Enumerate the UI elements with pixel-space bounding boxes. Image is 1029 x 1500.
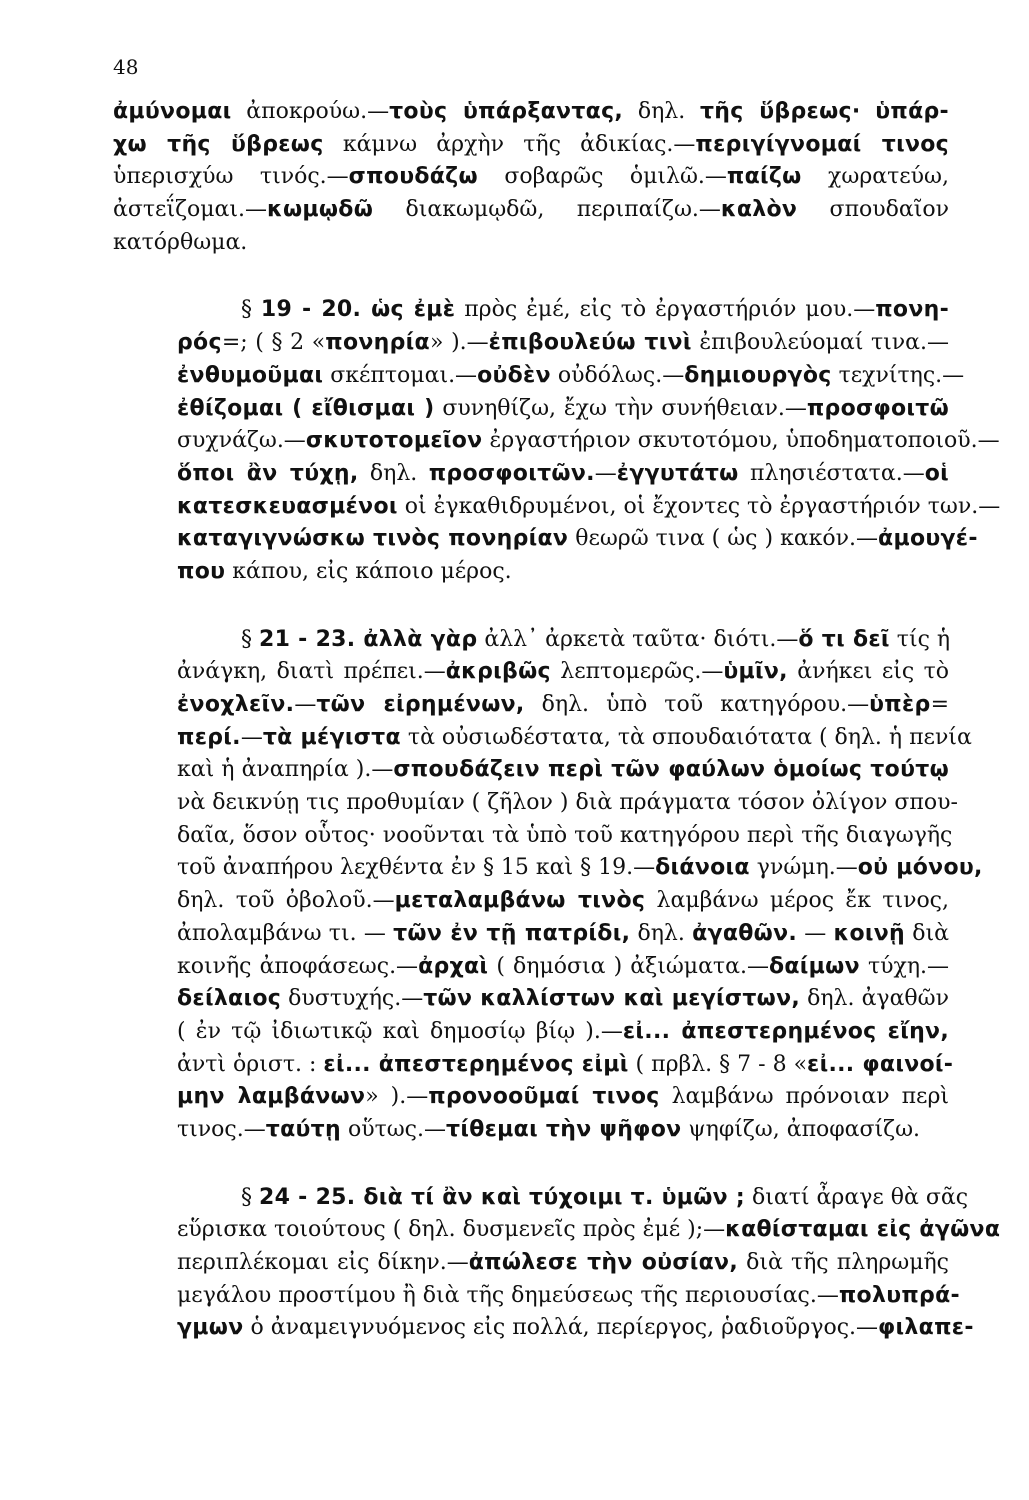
lemma: κωμῳδῶ [267, 197, 374, 223]
text-line [113, 161, 949, 194]
gloss: κοινῆς ἀποφάσεως.— [177, 953, 419, 979]
gloss: εὕρισκα τοιούτους ( δηλ. δυσμενεῖς πρὸς ἐμέ );— [177, 1217, 726, 1243]
gloss: ἐπιβουλεύομαί τινα.— [691, 330, 949, 356]
lemma: ἐπιβουλεύω τινὶ [488, 330, 692, 356]
lemma: ρός [177, 330, 222, 356]
lemma: πολυπρά- [838, 1282, 960, 1308]
gloss: — [594, 460, 617, 486]
gloss: § [241, 297, 261, 323]
lemma: χω τῆς ὕβρεως [113, 131, 324, 157]
lemma: ἐνθυμοῦμαι [177, 362, 324, 388]
lemma: σπουδάζω [348, 164, 478, 190]
gloss: δηλ. τοῦ ὀβολοῦ.— [177, 888, 395, 914]
gloss: διακωμῳδῶ, περιπαίζω.— [373, 197, 721, 223]
gloss: ἀποκρούω.— [231, 99, 390, 124]
lemma: διάνοια [655, 855, 750, 881]
lemma: κατεσκευασμένοι [177, 493, 398, 519]
gloss: δηλ. ὑπὸ τοῦ κατηγόρου.— [524, 692, 870, 717]
gloss: περιπλέκομαι εἰς δίκην.— [177, 1250, 469, 1275]
gloss: θεωρῶ τινα ( ὡς ) κακόν.— [568, 526, 879, 552]
lemma: ἐγγυτάτω [616, 460, 739, 486]
text-line [113, 393, 949, 426]
gloss: τινος.— [177, 1116, 266, 1142]
paragraph [113, 624, 983, 1147]
gloss: διατί ἆραγε θὰ σᾶς [745, 1184, 969, 1210]
lemma: μην λαμβάνων [177, 1084, 366, 1110]
gloss: δηλ. [630, 920, 693, 946]
gloss: κάπου, εἰς κάποιο μέρος. [225, 558, 512, 584]
gloss: κατόρθωμα. [113, 229, 248, 255]
page-number: 48 [113, 55, 139, 79]
gloss: ὑπερισχύω τινός.— [113, 164, 349, 190]
lemma: τῶν ἐν τῇ πατρίδι, [393, 920, 631, 946]
lemma: οἱ [924, 460, 949, 486]
text-line [113, 951, 949, 984]
gloss: πρὸς ἐμέ, εἰς τὸ ἐργαστήριόν μου.— [455, 297, 876, 323]
text-line [113, 1016, 949, 1049]
lemma: πονη- [875, 297, 950, 323]
lemma: γμων [177, 1315, 244, 1341]
lemma: καλὸν [720, 197, 798, 223]
gloss: ( ἐν τῷ ἰδιωτικῷ καὶ δημοσίῳ βίῳ ).— [177, 1018, 623, 1044]
text-line [113, 1214, 1001, 1247]
gloss: — [240, 724, 263, 750]
lemma: οὐ μόνου, [857, 855, 983, 881]
gloss: § [241, 626, 259, 652]
gloss: — [294, 692, 317, 717]
text-line [113, 129, 949, 162]
gloss: νὰ δεικνύῃ τις προθυμίαν ( ζῆλον ) διὰ πράγματα τόσον ὀλίγον σπου- [177, 790, 958, 816]
gloss: τύχη.— [859, 953, 949, 979]
gloss: συχνάζω.— [177, 428, 306, 454]
gloss: δυστυχής.— [281, 986, 424, 1012]
lemma: ταύτῃ [265, 1116, 341, 1142]
text-line [113, 1049, 954, 1082]
text-line [113, 1182, 969, 1215]
gloss: διὰ τῆς πληρωμῆς [738, 1250, 949, 1275]
text-line [113, 820, 953, 853]
gloss: οἱ ἐγκαθιδρυμένοι, οἱ ἔχοντες τὸ ἐργαστήριόν των.— [397, 493, 1001, 519]
gloss: σοβαρῶς ὁμιλῶ.— [477, 164, 727, 190]
text-line [113, 194, 949, 227]
gloss: ἀντὶ ὁριστ. : [177, 1051, 324, 1077]
lemma: εἰ... φαινοί- [807, 1051, 954, 1077]
lemma: κοινῇ [833, 920, 905, 946]
gloss: ἀλλ᾽ ἀρκετὰ ταῦτα· διότι.— [477, 626, 799, 652]
text-line [113, 327, 949, 360]
gloss: δηλ. [623, 99, 700, 124]
text-body [113, 96, 1001, 1345]
gloss: τίς ἡ [889, 626, 951, 652]
text-line [113, 918, 949, 951]
text-line [113, 1114, 949, 1147]
lemma: προνοοῦμαί τινος [428, 1084, 660, 1110]
gloss: ψηφίζω, ἀποφασίζω. [681, 1116, 921, 1142]
gloss: κάμνω ἀρχὴν τῆς ἀδικίας.— [323, 131, 696, 157]
lemma: οὐδὲν [477, 362, 551, 388]
lemma: τῶν καλλίστων καὶ μεγίστων, [423, 986, 801, 1012]
lemma: ἀκριβῶς [445, 659, 551, 685]
lemma: δαίμων [768, 953, 860, 979]
gloss: λαμβάνω μέρος ἔκ τινος, [645, 888, 949, 914]
text-line [113, 491, 1001, 524]
lemma: τῶν εἰρημένων, [316, 692, 525, 717]
lemma: 24 - 25. διὰ τί ἂν καὶ τύχοιμι τ. ὑμῶν ; [259, 1184, 746, 1210]
lemma: ὑπάρ- [875, 99, 949, 124]
gloss: γνώμη.— [749, 855, 858, 881]
text-line [113, 360, 965, 393]
lemma: ὑπὲρ [869, 692, 931, 717]
text-line [113, 754, 949, 787]
gloss: μεγάλου προστίμου ἢ διὰ τῆς δημεύσεως τῆς περιουσίας.— [177, 1282, 839, 1308]
text-line [113, 689, 949, 722]
gloss: — [797, 920, 834, 946]
text-line [113, 1247, 949, 1280]
gloss: διὰ [905, 920, 949, 946]
text-line [113, 787, 958, 820]
lemma: σκυτοτομεῖον [305, 428, 483, 454]
text-line [113, 852, 983, 885]
lemma: σπουδάζειν περὶ τῶν φαύλων ὁμοίως τούτῳ [393, 757, 949, 783]
text-line [113, 656, 949, 689]
lemma: 21 - 23. ἀλλὰ γὰρ [259, 626, 478, 652]
gloss [861, 99, 876, 124]
text-line [113, 425, 1000, 458]
gloss: ἀστεΐζομαι.— [113, 197, 268, 223]
lemma: ἀμουγέ- [878, 526, 978, 552]
text-line [113, 1081, 949, 1114]
text-line [113, 624, 949, 657]
gloss: δηλ. [358, 460, 429, 486]
lemma: δείλαιος [177, 986, 282, 1012]
lemma: καταγιγνώσκω τινὸς πονηρίαν [177, 526, 569, 552]
gloss: ( δημόσια ) ἀξιώματα.— [488, 953, 769, 979]
lemma: πονηρία [325, 330, 430, 356]
lemma: εἰ... ἀπεστερημένος εἰμὶ [323, 1051, 629, 1077]
lemma: τίθεμαι τὴν ψῆφον [446, 1116, 682, 1142]
paragraph [113, 294, 1001, 588]
text-line [113, 885, 949, 918]
gloss: χωρατεύω, [801, 164, 949, 190]
lemma: τῆς ὕβρεως· [699, 99, 861, 124]
lemma: 19 - 20. ὡς ἐμὲ [260, 297, 456, 323]
gloss: οὐδόλως.— [550, 362, 685, 388]
lemma: μεταλαμβάνω τινὸς [394, 888, 646, 914]
gloss: σπουδαῖον [797, 197, 949, 223]
gloss: πλησιέστατα.— [738, 460, 925, 486]
gloss: ἀνήκει εἰς τὸ [787, 659, 949, 685]
gloss: =; ( § 2 « [221, 330, 326, 356]
gloss: » ).— [365, 1084, 429, 1110]
lemma: φιλαπε- [878, 1315, 974, 1341]
lemma: δημιουργὸς [684, 362, 832, 388]
gloss: ἀνάγκη, διατὶ πρέπει.— [177, 659, 446, 685]
gloss: λαμβάνω πρόνοιαν περὶ [659, 1084, 950, 1110]
gloss: τοῦ ἀναπήρου λεχθέντα ἐν § 15 καὶ § 19.— [177, 855, 656, 881]
text-line [113, 458, 949, 491]
text-line [113, 983, 949, 1016]
text-line [113, 294, 949, 327]
lemma: περιγίγνομαί τινος [695, 131, 949, 157]
text-line [113, 227, 949, 260]
gloss: δηλ. ἀγαθῶν [800, 986, 949, 1012]
gloss: καὶ ἡ ἀναπηρία ).— [177, 757, 394, 783]
lemma: ἐνοχλεῖν. [177, 692, 295, 717]
gloss: § [241, 1184, 259, 1210]
lemma: ἀπώλεσε τὴν οὐσίαν, [468, 1250, 738, 1275]
gloss: οὕτως.— [340, 1116, 446, 1142]
gloss: συνηθίζω, ἔχω τὴν συνήθειαν.— [434, 395, 807, 421]
gloss: ( πρβλ. § 7 - 8 « [628, 1051, 808, 1077]
gloss: τεχνίτης.— [831, 362, 965, 388]
lemma: περί. [177, 724, 241, 750]
lemma: εἰ... ἀπεστερημένος εἴην, [622, 1018, 949, 1044]
gloss: σκέπτομαι.— [323, 362, 478, 388]
text-line [113, 722, 972, 755]
paragraph [113, 96, 949, 259]
lemma: ὑμῖν, [723, 659, 788, 685]
lemma: ἀρχαὶ [418, 953, 489, 979]
gloss: λεπτομερῶς.— [550, 659, 724, 685]
lemma: τοὺς ὑπάρξαντας, [389, 99, 624, 124]
gloss: δαῖα, ὅσον οὗτος· νοοῦνται τὰ ὑπὸ τοῦ κατηγόρου περὶ τῆς διαγωγῆς [177, 822, 953, 848]
lemma: προσφοιτῶ [806, 395, 949, 421]
lemma: ἀγαθῶν. [692, 920, 798, 946]
text-line [113, 96, 949, 129]
lemma: ἀμύνομαι [113, 99, 232, 124]
lemma: ὅ τι δεῖ [798, 626, 890, 652]
lemma: παίζω [726, 164, 802, 190]
lemma: ὅποι ἂν τύχῃ, [177, 460, 359, 486]
lemma: που [177, 558, 226, 584]
text-line [113, 523, 978, 556]
gloss: τὰ οὐσιωδέστατα, τὰ σπουδαιότατα ( δηλ. ἡ πενία [400, 724, 972, 750]
text-line [113, 556, 949, 589]
gloss: = [930, 692, 949, 717]
text-line [113, 1312, 974, 1345]
lemma: προσφοιτῶν. [428, 460, 595, 486]
text-line [113, 1280, 960, 1313]
paragraph [113, 1182, 1001, 1345]
gloss: ὁ ἀναμειγνυόμενος εἰς πολλά, περίεργος, ῥαδιοῦργος.— [243, 1315, 879, 1341]
lemma: καθίσταμαι εἰς ἀγῶνα [725, 1217, 1001, 1243]
gloss: » ).— [429, 330, 489, 356]
lemma: τὰ μέγιστα [262, 724, 401, 750]
gloss: ἐργαστήριον σκυτοτόμου, ὑποδηματοποιοῦ.— [482, 428, 1000, 454]
gloss: ἀπολαμβάνω τι. — [177, 920, 394, 946]
lemma: ἐθίζομαι ( εἴθισμαι ) [177, 395, 435, 421]
